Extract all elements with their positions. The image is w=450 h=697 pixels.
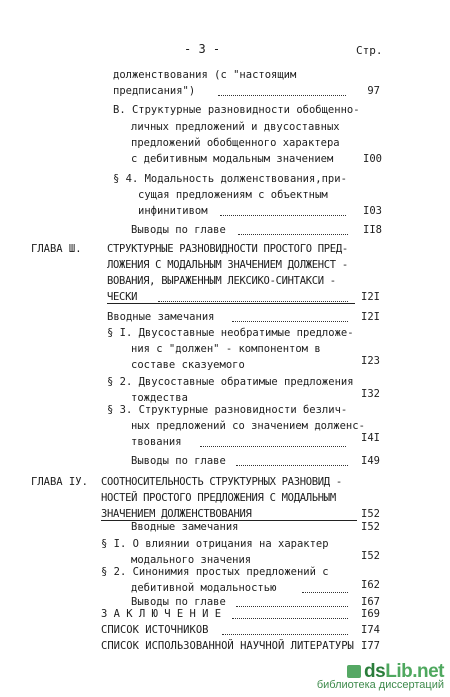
chapter-title: ЧЕСКИ <box>107 291 138 303</box>
page-ref: I00 <box>363 153 382 165</box>
chapter-title: ВОВАНИЯ, ВЫРАЖЕННЫМ ЛЕКСИКО-СИНТАКСИ - <box>107 275 336 287</box>
chapter-title: ЛОЖЕНИЯ С МОДАЛЬНЫМ ЗНАЧЕНИЕМ ДОЛЖЕНСТ - <box>107 259 348 271</box>
page-ref: II8 <box>363 224 382 236</box>
toc-line: § I. Двусоставные необратимые предложе- <box>107 327 354 339</box>
toc-line: составе сказуемого <box>131 359 245 371</box>
book-icon <box>347 665 361 678</box>
page-number: - 3 - <box>184 42 221 56</box>
toc-line: личных предложений и двусоставных <box>131 121 340 133</box>
toc-line: предложений обобщенного характера <box>131 137 340 149</box>
page-ref: I03 <box>363 205 382 217</box>
page-ref: I67 <box>361 596 380 608</box>
toc-line: Вводные замечания <box>107 311 215 323</box>
watermark-tagline: библиотека диссертаций <box>316 679 444 691</box>
toc-line: § I. О влиянии отрицания на характер <box>101 538 329 550</box>
underline <box>107 303 355 304</box>
chapter-title: СООТНОСИТЕЛЬНОСТЬ СТРУКТУРНЫХ РАЗНОВИД - <box>101 476 342 488</box>
page-ref: I2I <box>361 311 380 323</box>
chapter-label: ГЛАВА IУ. <box>31 476 88 488</box>
dot-leader <box>222 634 348 635</box>
toc-line: Вводные замечания <box>131 521 239 533</box>
watermark-name: Lib.net <box>385 661 444 682</box>
toc-line: инфинитивом <box>138 205 208 217</box>
page-ref: I32 <box>361 388 380 400</box>
page-ref: I49 <box>361 455 380 467</box>
dot-leader <box>238 234 348 235</box>
toc-line: ных предложений со значением долженс- <box>131 420 365 432</box>
toc-line: § 2. Двусоставные обратимые предложения <box>107 376 354 388</box>
toc-line: сущая предложениям с объектным <box>138 189 328 201</box>
toc-line: тождества <box>131 392 188 404</box>
chapter-title: НОСТЕЙ ПРОСТОГО ПРЕДЛОЖЕНИЯ С МОДАЛЬНЫМ <box>101 492 336 504</box>
dot-leader <box>158 301 348 302</box>
toc-line: предписания") <box>113 85 196 97</box>
dot-leader <box>200 446 346 447</box>
page-ref: I77 <box>361 640 380 652</box>
page-ref: I23 <box>361 355 380 367</box>
toc-line: долженствования (с "настоящим <box>113 69 297 81</box>
toc-line: З А К Л Ю Ч Е Н И Е <box>101 608 222 620</box>
toc-line: В. Структурные разновидности обобщенно- <box>113 104 360 116</box>
toc-line: Выводы по главе <box>131 596 226 608</box>
toc-line: § 3. Структурные разновидности безлич- <box>107 404 348 416</box>
toc-line: Выводы по главе <box>131 455 226 467</box>
toc-line: твования <box>131 436 182 448</box>
dot-leader <box>236 465 348 466</box>
chapter-title: СТРУКТУРНЫЕ РАЗНОВИДНОСТИ ПРОСТОГО ПРЕД- <box>107 243 348 255</box>
toc-line: § 2. Синонимия простых предложений с <box>101 566 329 578</box>
toc-line: § 4. Модальность долженствования,при- <box>113 173 347 185</box>
toc-line: СПИСОК ИСТОЧНИКОВ <box>101 624 209 636</box>
page-ref: I52 <box>361 550 380 562</box>
watermark-prefix: ds <box>364 661 386 682</box>
column-label-page: Стр. <box>356 44 383 57</box>
toc-line: модального значения <box>131 554 252 566</box>
chapter-label: ГЛАВА Ш. <box>31 243 82 255</box>
dot-leader <box>302 592 348 593</box>
toc-line: СПИСОК ИСПОЛЬЗОВАННОЙ НАУЧНОЙ ЛИТЕРАТУРЫ <box>101 640 354 652</box>
page-ref: I52 <box>361 508 380 520</box>
page-ref: I52 <box>361 521 380 533</box>
site-watermark <box>317 662 444 691</box>
dot-leader <box>218 95 346 96</box>
dot-leader <box>236 606 348 607</box>
dot-leader <box>220 215 346 216</box>
toc-line: дебитивной модальностью <box>131 582 277 594</box>
page-ref: I69 <box>361 608 380 620</box>
toc-line: ния с "должен" - компонентом в <box>131 343 321 355</box>
toc-line: с дебитивным модальным значением <box>131 153 334 165</box>
toc-line: Выводы по главе <box>131 224 226 236</box>
dot-leader <box>232 321 348 322</box>
page-ref: I74 <box>361 624 380 636</box>
page-ref: I62 <box>361 579 380 591</box>
page-ref: I2I <box>361 291 380 303</box>
dot-leader <box>232 618 348 619</box>
page-ref: 97 <box>367 85 380 97</box>
page-ref: I4I <box>361 432 380 444</box>
chapter-title: ЗНАЧЕНИЕМ ДОЛЖЕНСТВОВАНИЯ <box>101 508 252 520</box>
